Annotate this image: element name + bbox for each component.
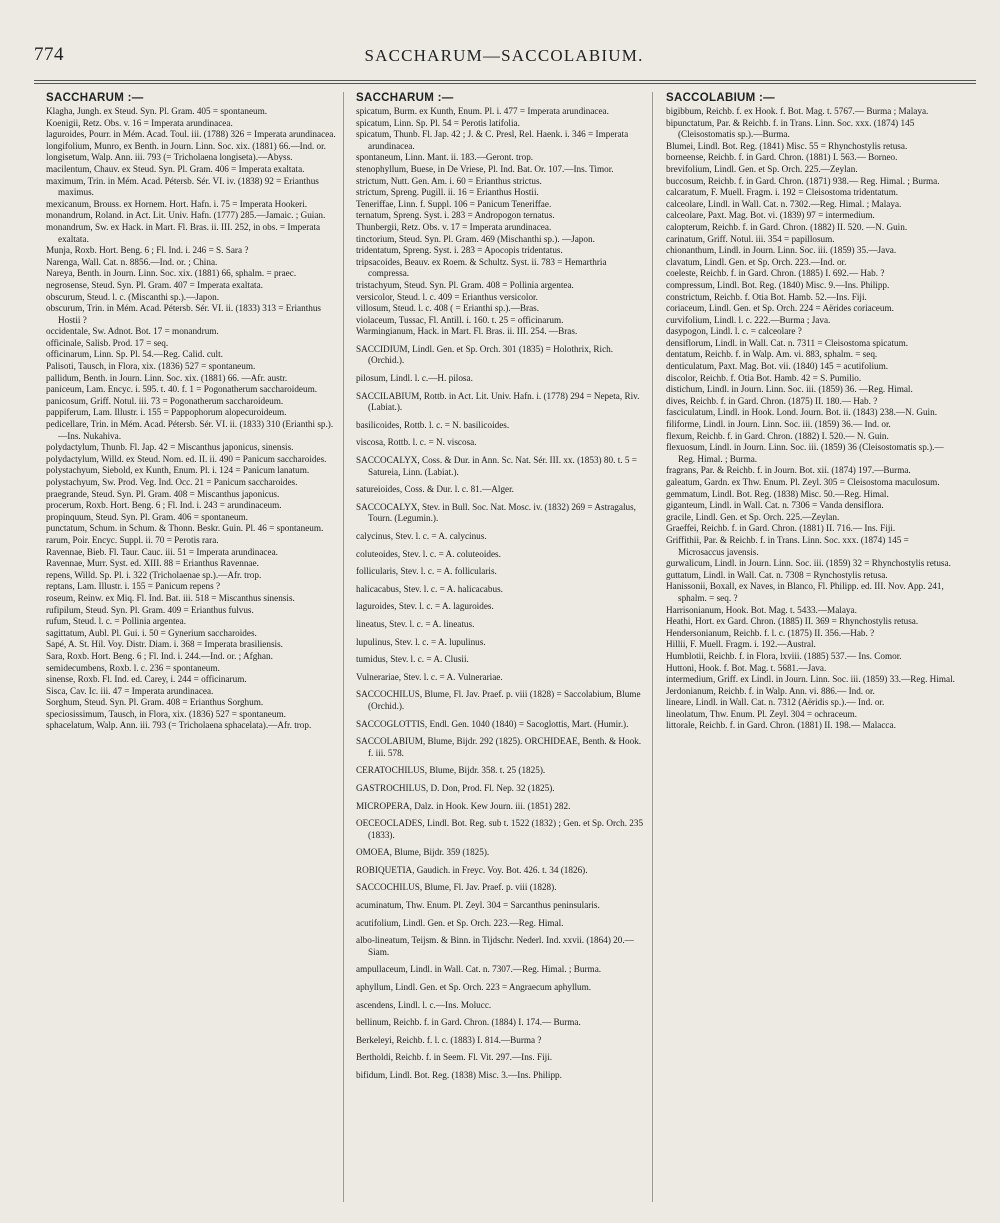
index-entry: Sara, Roxb. Hort. Beng. 6 ; Fl. Ind. i. 244.—Ind. or. ; Afghan. bbox=[46, 650, 273, 661]
index-entry: monandrum, Sw. ex Hack. in Mart. Fl. Bras. ii. III. 252, in obs. = Imperata exaltata. bbox=[46, 221, 321, 244]
column-divider bbox=[343, 92, 344, 1202]
index-entry: bigibbum, Reichb. f. ex Hook. f. Bot. Mag. t. 5767.— Burma ; Malaya. bbox=[666, 106, 929, 116]
index-entry: Sisca, Cav. Ic. iii. 47 = Imperata arundinacea. bbox=[46, 685, 214, 696]
index-paragraph: tumidus, Stev. l. c. = A. Clusii. bbox=[356, 654, 469, 665]
index-paragraph: basilicoides, Rottb. l. c. = N. basilicoides. bbox=[356, 419, 510, 430]
column-1 bbox=[46, 92, 336, 1212]
index-entry: spicatum, Burm. ex Kunth, Enum. Pl. i. 477 = Imperata arundinacea. bbox=[356, 106, 609, 116]
genus-heading: SACCHARUM :— bbox=[46, 92, 144, 104]
index-entry: propinquum, Steud. Syn. Pl. Gram. 406 = spontaneum. bbox=[46, 511, 248, 522]
index-entry: strictum, Spreng. Pugill. ii. 16 = Erianthus Hostii. bbox=[356, 187, 539, 198]
index-entry: tristachyum, Steud. Syn. Pl. Gram. 408 = Pollinia argentea. bbox=[356, 279, 574, 290]
index-entry: coeleste, Reichb. f. in Gard. Chron. (1885) I. 692.— Hab. ? bbox=[666, 268, 885, 279]
index-entry: gemmatum, Lindl. Bot. Reg. (1838) Misc. 50.—Reg. Himal. bbox=[666, 488, 889, 499]
index-paragraph: Vulnerariae, Stev. l. c. = A. Vulnerariae. bbox=[356, 671, 503, 682]
index-entry: Humblotii, Reichb. f. in Flora, lxviii. (1885) 537.— Ins. Comor. bbox=[666, 650, 902, 661]
index-entry: Munja, Roxb. Hort. Beng. 6 ; Fl. Ind. i. 246 = S. Sara ? bbox=[46, 245, 249, 256]
index-entry: obscurum, Steud. l. c. (Miscanthi sp.).—Japon. bbox=[46, 291, 220, 302]
index-entry: fragrans, Par. & Reichb. f. in Journ. Bot. xii. (1874) 197.—Burma. bbox=[666, 465, 911, 476]
header-rule-double bbox=[34, 83, 976, 84]
index-entry: Blumei, Lindl. Bot. Reg. (1841) Misc. 55 = Rhynchostylis retusa. bbox=[666, 140, 908, 151]
index-entry: Heathi, Hort. ex Gard. Chron. (1885) II. 369 = Rhynchostylis retusa. bbox=[666, 616, 919, 627]
index-entry: Klagha, Jungh. ex Steud. Syn. Pl. Gram. 405 = spontaneum. bbox=[46, 106, 268, 116]
index-paragraph: SACCIDIUM, Lindl. Gen. et Sp. Orch. 301 (1835) = Holothrix, Rich. (Orchid.). bbox=[356, 343, 614, 366]
index-entry: Jerdonianum, Reichb. f. in Walp. Ann. vi. 886.— Ind. or. bbox=[666, 685, 875, 696]
index-entry: calcaratum, F. Muell. Fragm. i. 192 = Cleisostoma tridentatum. bbox=[666, 187, 899, 198]
index-entry: denticulatum, Paxt. Mag. Bot. vii. (1840) 145 = acutifolium. bbox=[666, 361, 889, 372]
index-entry: spontaneum, Linn. Mant. ii. 183.—Geront. trop. bbox=[356, 152, 534, 163]
index-entry: rufum, Steud. l. c. = Pollinia argentea. bbox=[46, 616, 186, 627]
index-entry: polydactylum, Thunb. Fl. Jap. 42 = Miscanthus japonicus, sinensis. bbox=[46, 442, 294, 453]
index-entry: giganteum, Lindl. in Wall. Cat. n. 7306 = Vanda densiflora. bbox=[666, 500, 884, 511]
index-paragraph: ampullaceum, Lindl. in Wall. Cat. n. 7307.—Reg. Himal. ; Burma. bbox=[356, 964, 602, 975]
index-paragraph: bifidum, Lindl. Bot. Reg. (1838) Misc. 3.—Ins. Philipp. bbox=[356, 1070, 562, 1080]
index-entry: punctatum, Schum. in Schum. & Thonn. Beskr. Guin. Pl. 46 = spontaneum. bbox=[46, 523, 324, 534]
index-paragraph: SACCOCALYX, Stev. in Bull. Soc. Nat. Mosc. iv. (1832) 269 = Astragalus, Tourn. (Legumin.). bbox=[356, 501, 636, 524]
index-entry: sphacelatum, Walp. Ann. iii. 793 (= Tricholaena sphacelata).—Afr. trop. bbox=[46, 720, 312, 731]
index-paragraph: laguroides, Stev. l. c. = A. laguroides. bbox=[356, 601, 494, 612]
index-entry: discolor, Reichb. f. Otia Bot. Hamb. 42 = S. Pumilio. bbox=[666, 372, 862, 383]
index-entry: officinale, Salisb. Prod. 17 = seq. bbox=[46, 337, 169, 348]
index-paragraph: MICROPERA, Dalz. in Hook. Kew Journ. iii. (1851) 282. bbox=[356, 800, 571, 811]
index-entry: compressum, Lindl. Bot. Reg. (1840) Misc. 9.—Ins. Philipp. bbox=[666, 279, 890, 290]
index-paragraph: CERATOCHILUS, Blume, Bijdr. 358. t. 25 (1825). bbox=[356, 765, 546, 776]
index-entry: tinctorium, Steud. Syn. Pl. Gram. 469 (Mischanthi sp.). —Japon. bbox=[356, 233, 595, 244]
index-entry: sagittatum, Aubl. Pl. Gui. i. 50 = Gynerium saccharoides. bbox=[46, 627, 257, 638]
index-entry: distichum, Lindl. in Journ. Linn. Soc. iii. (1859) 36. —Reg. Himal. bbox=[666, 384, 913, 395]
index-entry: galeatum, Gardn. ex Thw. Enum. Pl. Zeyl. 305 = Cleisostoma maculosum. bbox=[666, 477, 940, 487]
index-entry: flexuosum, Lindl. in Journ. Linn. Soc. iii. (1859) 36 (Cleisostomatis sp.).—Reg. Himal. ; Burma. bbox=[666, 442, 944, 464]
index-entry: Harrisonianum, Hook. Bot. Mag. t. 5433.—Malaya. bbox=[666, 604, 857, 615]
index-entry: pallidum, Benth. in Journ. Linn. Soc. xix. (1881) 66. —Afr. austr. bbox=[46, 372, 288, 383]
index-entry: Hendersonianum, Reichb. f. l. c. (1875) II. 356.—Hab. ? bbox=[666, 627, 875, 638]
index-paragraph: acuminatum, Thw. Enum. Pl. Zeyl. 304 = Sarcanthus peninsularis. bbox=[356, 900, 600, 911]
index-entry: fasciculatum, Lindl. in Hook. Lond. Journ. Bot. ii. (1843) 238.—N. Guin. bbox=[666, 407, 938, 418]
index-entry: stenophyllum, Buese, in De Vriese, Pl. Ind. Bat. Or. 107.—Ins. Timor. bbox=[356, 163, 614, 174]
index-columns bbox=[34, 92, 976, 1212]
index-entry: negrosense, Steud. Syn. Pl. Gram. 407 = Imperata exaltata. bbox=[46, 279, 263, 290]
index-entry: Narenga, Wall. Cat. n. 8856.—Ind. or. ; China. bbox=[46, 256, 218, 267]
index-entry: spicatum, Thunb. Fl. Jap. 42 ; J. & C. Presl, Rel. Haenk. i. 346 = Imperata arundinacea. bbox=[356, 129, 629, 151]
column-3 bbox=[666, 92, 956, 1212]
index-paragraph: ascendens, Lindl. l. c.—Ins. Molucc. bbox=[356, 999, 492, 1010]
index-entry: laguroides, Pourr. in Mém. Acad. Toul. iii. (1788) 326 = Imperata arundinacea. bbox=[46, 129, 336, 140]
index-entry: maximum, Trin. in Mém. Acad. Pétersb. Sér. VI. iv. (1838) 92 = Erianthus maximus. bbox=[46, 175, 319, 198]
index-entry: chionanthum, Lindl. in Journ. Linn. Soc. iii. (1859) 35.—Java. bbox=[666, 245, 897, 256]
page-header bbox=[34, 44, 974, 74]
index-entry: dives, Reichb. f. in Gard. Chron. (1875) II. 180.— Hab. ? bbox=[666, 395, 878, 406]
index-paragraph: halicacabus, Stev. l. c. = A. halicacabus. bbox=[356, 583, 503, 594]
index-entry: rufipilum, Steud. Syn. Pl. Gram. 409 = Erianthus fulvus. bbox=[46, 604, 254, 615]
index-entry: Nareya, Benth. in Journ. Linn. Soc. xix. (1881) 66, sphalm. = praec. bbox=[46, 268, 297, 279]
index-paragraph: calycinus, Stev. l. c. = A. calycinus. bbox=[356, 531, 487, 541]
index-entry: ternatum, Spreng. Syst. i. 283 = Andropogon ternatus. bbox=[356, 210, 555, 221]
index-entry: macilentum, Chauv. ex Steud. Syn. Pl. Gram. 406 = Imperata exaltata. bbox=[46, 163, 305, 174]
index-paragraph: acutifolium, Lindl. Gen. et Sp. Orch. 223.—Reg. Himal. bbox=[356, 917, 564, 928]
index-entry: bipunctatum, Par. & Reichb. f. in Trans. Linn. Soc. xxx. (1874) 145 (Cleisostomatis sp.).—Burma. bbox=[666, 117, 915, 140]
running-head: SACCHARUM—SACCOLABIUM. bbox=[364, 46, 644, 65]
index-entry: coriaceum, Lindl. Gen. et Sp. Orch. 224 = Aërides coriaceum. bbox=[666, 303, 894, 314]
index-paragraph: lineatus, Stev. l. c. = A. lineatus. bbox=[356, 618, 475, 629]
index-entry: calceolare, Lindl. in Wall. Cat. n. 7302.—Reg. Himal. ; Malaya. bbox=[666, 198, 902, 209]
index-entry: speciosissimum, Tausch, in Flora, xix. (1836) 527 = spontaneum. bbox=[46, 708, 286, 719]
index-paragraph: GASTROCHILUS, D. Don, Prod. Fl. Nep. 32 (1825). bbox=[356, 782, 555, 793]
index-entry: constrictum, Reichb. f. Otia Bot. Hamb. 52.—Ins. Fiji. bbox=[666, 291, 867, 302]
index-entry: Ravennae, Bieb. Fl. Taur. Cauc. iii. 51 = Imperata arundinacea. bbox=[46, 546, 278, 557]
index-entry: villosum, Steud. l. c. 408 ( = Erianthi sp.).—Bras. bbox=[356, 303, 540, 314]
index-entry: Palisoti, Tausch, in Flora, xix. (1836) 527 = spontaneum. bbox=[46, 361, 256, 372]
index-entry: intermedium, Griff. ex Lindl. in Journ. Linn. Soc. iii. (1859) 33.—Reg. Himal. bbox=[666, 674, 955, 685]
index-entry: mexicanum, Brouss. ex Hornem. Hort. Hafn. i. 75 = Imperata Hookeri. bbox=[46, 198, 308, 209]
index-entry: brevifolium, Lindl. Gen. et Sp. Orch. 225.—Zeylan. bbox=[666, 163, 858, 174]
index-paragraph: pilosum, Lindl. l. c.—H. pilosa. bbox=[356, 373, 473, 384]
index-entry: Hanissonii, Boxall, ex Naves, in Blanco, Fl. Philipp. ed. III. Nov. App. 241, sphalm. = seq. ? bbox=[666, 581, 944, 603]
index-entry: flexum, Reichb. f. in Gard. Chron. (1882) I. 520.— N. Guin. bbox=[666, 430, 889, 441]
index-entry: buccosum, Reichb. f. in Gard. Chron. (1871) 938.— Reg. Himal. ; Burma. bbox=[666, 175, 940, 186]
index-entry: obscurum, Trin. in Mém. Acad. Pétersb. Sér. VI. ii. (1833) 313 = Erianthus Hostii ? bbox=[46, 303, 322, 325]
index-entry: littorale, Reichb. f. in Gard. Chron. (1881) II. 198.— Malacca. bbox=[666, 720, 896, 731]
index-paragraph: albo-lineatum, Teijsm. & Binn. in Tijdschr. Nederl. Ind. xxvii. (1864) 20.—Siam. bbox=[356, 935, 634, 957]
page-number: 774 bbox=[34, 44, 64, 65]
column-divider bbox=[652, 92, 653, 1202]
entry-list bbox=[356, 106, 646, 338]
index-entry: Huttoni, Hook. f. Bot. Mag. t. 5681.—Java. bbox=[666, 662, 827, 673]
index-entry: lineare, Lindl. in Wall. Cat. n. 7312 (Aëridis sp.).— Ind. or. bbox=[666, 697, 885, 708]
index-entry: pedicellare, Trin. in Mém. Acad. Pétersb. Sér. VI. ii. (1833) 310 (Erianthi sp.).—Ins. Nukahiva. bbox=[46, 419, 334, 441]
index-entry: dentatum, Reichb. f. in Walp. Am. vi. 883, sphalm. = seq. bbox=[666, 349, 878, 360]
index-entry: longisetum, Walp. Ann. iii. 793 (= Tricholaena longiseta).—Abyss. bbox=[46, 152, 293, 163]
index-paragraph: OECEOCLADES, Lindl. Bot. Reg. sub t. 1522 (1832) ; Gen. et Sp. Orch. 235 (1833). bbox=[356, 818, 644, 840]
index-entry: Sapé, A. St. Hil. Voy. Distr. Diam. i. 368 = Imperata brasiliensis. bbox=[46, 639, 283, 650]
entry-list bbox=[46, 106, 336, 732]
index-entry: calceolare, Paxt. Mag. Bot. vi. (1839) 97 = intermedium. bbox=[666, 210, 875, 221]
index-entry: occidentale, Sw. Adnot. Bot. 17 = monandrum. bbox=[46, 326, 219, 337]
index-entry: guttatum, Lindl. in Wall. Cat. n. 7308 = Rynchostylis retusa. bbox=[666, 569, 888, 580]
index-entry: monandrum, Roland. in Act. Lit. Univ. Hafn. (1777) 285.—Jamaic. ; Guian. bbox=[46, 210, 326, 221]
index-paragraph: Bertholdi, Reichb. f. in Seem. Fl. Vit. 297.—Ins. Fiji. bbox=[356, 1052, 553, 1063]
index-paragraph: coluteoides, Stev. l. c. = A. coluteoides. bbox=[356, 548, 501, 559]
index-entry: polydactylum, Willd. ex Steud. Nom. ed. II. ii. 490 = Panicum saccharoides. bbox=[46, 453, 327, 464]
paragraph-list bbox=[356, 344, 646, 1082]
index-entry: Graeffei, Reichb. f. in Gard. Chron. (1881) II. 716.— Ins. Fiji. bbox=[666, 523, 896, 534]
index-entry: panicosum, Griff. Notul. iii. 73 = Pogonatherum saccharoideum. bbox=[46, 395, 284, 406]
index-entry: Sorghum, Steud. Syn. Pl. Gram. 408 = Erianthus Sorghum. bbox=[46, 697, 264, 708]
index-entry: praegrande, Steud. Syn. Pl. Gram. 408 = Miscanthus japonicus. bbox=[46, 488, 280, 499]
index-entry: roseum, Reinw. ex Miq. Fl. Ind. Bat. iii. 518 = Miscanthus sinensis. bbox=[46, 592, 295, 603]
index-entry: rarum, Poir. Encyc. Suppl. ii. 70 = Perotis rara. bbox=[46, 534, 219, 545]
index-paragraph: SACCOCHILUS, Blume, Fl. Jav. Praef. p. viii (1828). bbox=[356, 882, 557, 893]
index-paragraph: bellinum, Reichb. f. in Gard. Chron. (1884) I. 174.— Burma. bbox=[356, 1017, 581, 1028]
index-entry: Thunbergii, Retz. Obs. v. 17 = Imperata arundinacea. bbox=[356, 221, 552, 232]
index-entry: clavatum, Lindl. Gen. et Sp. Orch. 223.—Ind. or. bbox=[666, 256, 847, 267]
index-entry: strictum, Nutt. Gen. Am. i. 60 = Erianthus strictus. bbox=[356, 175, 542, 186]
index-paragraph: SACCILABIUM, Rottb. in Act. Lit. Univ. Hafn. i. (1778) 294 = Nepeta, Riv. (Labiat.). bbox=[356, 390, 640, 413]
index-entry: reptans, Lam. Illustr. i. 155 = Panicum repens ? bbox=[46, 581, 221, 592]
index-entry: lineolatum, Thw. Enum. Pl. Zeyl. 304 = ochraceum. bbox=[666, 708, 857, 719]
index-entry: versicolor, Steud. l. c. 409 = Erianthus versicolor. bbox=[356, 291, 538, 302]
index-entry: violaceum, Tussac, Fl. Antill. i. 160. t. 25 = officinarum. bbox=[356, 314, 564, 325]
index-entry: paniceum, Lam. Encyc. i. 595. t. 40. f. 1 = Pogonatherum saccharoideum. bbox=[46, 384, 318, 395]
index-entry: calopterum, Reichb. f. in Gard. Chron. (1882) II. 520. —N. Guin. bbox=[666, 221, 908, 232]
index-paragraph: aphyllum, Lindl. Gen. et Sp. Orch. 223 = Angraecum aphyllum. bbox=[356, 982, 592, 993]
index-entry: semidecumbens, Roxb. l. c. 236 = spontaneum. bbox=[46, 662, 220, 673]
index-entry: tripsacoides, Beauv. ex Roem. & Schultz. Syst. ii. 783 = Hemarthria compressa. bbox=[356, 256, 607, 279]
index-entry: Warmingianum, Hack. in Mart. Fl. Bras. ii. III. 254. —Bras. bbox=[356, 326, 578, 337]
index-entry: filiforme, Lindl. in Journ. Linn. Soc. iii. (1859) 36.— Ind. or. bbox=[666, 419, 891, 430]
index-entry: dasypogon, Lindl. l. c. = calceolare ? bbox=[666, 326, 802, 337]
index-entry: Hillii, F. Muell. Fragm. i. 192.—Austral. bbox=[666, 639, 816, 650]
index-entry: Teneriffae, Linn. f. Suppl. 106 = Panicum Teneriffae. bbox=[356, 198, 552, 209]
index-paragraph: follicularis, Stev. l. c. = A. follicularis. bbox=[356, 566, 497, 577]
index-entry: polystachyum, Sw. Prod. Veg. Ind. Occ. 21 = Panicum saccharoides. bbox=[46, 477, 298, 487]
index-entry: tridentatum, Spreng. Syst. i. 283 = Apocopis tridentatus. bbox=[356, 245, 563, 256]
index-entry: longifolium, Munro, ex Benth. in Journ. Linn. Soc. xix. (1881) 66.—Ind. or. bbox=[46, 140, 326, 151]
index-entry: curvifolium, Lindl. l. c. 222.—Burma ; Java. bbox=[666, 314, 831, 325]
index-entry: procerum, Roxb. Hort. Beng. 6 ; Fl. Ind. i. 243 = arundinaceum. bbox=[46, 500, 282, 511]
index-entry: carinatum, Griff. Notul. iii. 354 = papillosum. bbox=[666, 233, 835, 244]
index-entry: Ravennae, Murr. Syst. ed. XIII. 88 = Erianthus Ravennae. bbox=[46, 558, 259, 569]
index-paragraph: SACCOGLOTTIS, Endl. Gen. 1040 (1840) = Sacoglottis, Mart. (Humir.). bbox=[356, 718, 629, 729]
index-entry: pappiferum, Lam. Illustr. i. 155 = Pappophorum alopecuroideum. bbox=[46, 407, 287, 418]
index-paragraph: Berkeleyi, Reichb. f. l. c. (1883) I. 814.—Burma ? bbox=[356, 1034, 542, 1045]
index-entry: gracile, Lindl. Gen. et Sp. Orch. 225.—Zeylan. bbox=[666, 511, 840, 522]
genus-heading: SACCOLABIUM :— bbox=[666, 92, 775, 104]
index-entry: officinarum, Linn. Sp. Pl. 54.—Reg. Calid. cult. bbox=[46, 349, 223, 360]
genus-heading: SACCHARUM :— bbox=[356, 92, 454, 104]
index-entry: densiflorum, Lindl. in Wall. Cat. n. 7311 = Cleisostoma spicatum. bbox=[666, 337, 909, 348]
index-paragraph: lupulinus, Stev. l. c. = A. lupulinus. bbox=[356, 636, 486, 647]
index-entry: spicatum, Linn. Sp. Pl. 54 = Perotis latifolia. bbox=[356, 117, 520, 128]
index-paragraph: ROBIQUETIA, Gaudich. in Freyc. Voy. Bot. 426. t. 34 (1826). bbox=[356, 864, 588, 875]
index-paragraph: OMOEA, Blume, Bijdr. 359 (1825). bbox=[356, 847, 490, 858]
index-paragraph: SACCOCALYX, Coss. & Dur. in Ann. Sc. Nat. Sér. III. xx. (1853) 80. t. 5 = Satureia, Linn. (Labiat.). bbox=[356, 455, 637, 477]
index-entry: repens, Willd. Sp. Pl. i. 322 (Tricholaenae sp.).—Afr. trop. bbox=[46, 569, 262, 580]
column-2 bbox=[356, 92, 646, 1212]
index-entry: Koenigii, Retz. Obs. v. 16 = Imperata arundinacea. bbox=[46, 117, 233, 128]
index-paragraph: satureioides, Coss. & Dur. l. c. 81.—Alger. bbox=[356, 484, 514, 495]
index-entry: sinense, Roxb. Fl. Ind. ed. Carey, i. 244 = officinarum. bbox=[46, 674, 247, 685]
entry-list bbox=[666, 106, 956, 732]
index-entry: polystachyum, Siebold, ex Kunth, Enum. Pl. i. 124 = Panicum lanatum. bbox=[46, 465, 310, 476]
index-paragraph: SACCOCHILUS, Blume, Fl. Jav. Praef. p. viii (1828) = Saccolabium, Blume (Orchid.). bbox=[356, 689, 641, 711]
index-entry: borneense, Reichb. f. in Gard. Chron. (1881) I. 563.— Borneo. bbox=[666, 152, 898, 163]
index-paragraph: SACCOLABIUM, Blume, Bijdr. 292 (1825). ORCHIDEAE, Benth. & Hook. f. iii. 578. bbox=[356, 736, 642, 758]
index-entry: Griffithii, Par. & Reichb. f. in Trans. Linn. Soc. xxx. (1874) 145 = Microsaccus javensis. bbox=[666, 534, 909, 557]
index-entry: gurwalicum, Lindl. in Journ. Linn. Soc. iii. (1859) 32 = Rhynchostylis retusa. bbox=[666, 558, 951, 569]
index-paragraph: viscosa, Rottb. l. c. = N. viscosa. bbox=[356, 437, 477, 448]
header-rule bbox=[34, 80, 976, 81]
